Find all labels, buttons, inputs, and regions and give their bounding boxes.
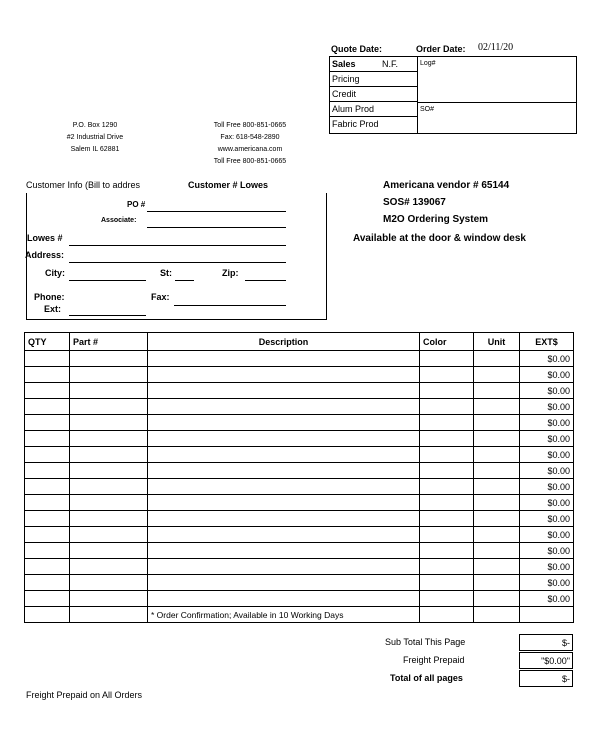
contact-line: www.americana.com bbox=[217, 146, 283, 153]
unit-cell[interactable] bbox=[474, 511, 520, 527]
col-ext: EXT$ bbox=[520, 333, 574, 351]
subtotal-label: Sub Total This Page bbox=[385, 637, 466, 647]
address-line: Salem IL 62881 bbox=[70, 146, 120, 153]
qty-cell[interactable] bbox=[25, 591, 70, 607]
unit-cell[interactable] bbox=[474, 591, 520, 607]
color-cell[interactable] bbox=[420, 543, 474, 559]
qty-cell[interactable] bbox=[25, 543, 70, 559]
ext-cell[interactable]: $0.00 bbox=[520, 415, 574, 431]
table-row bbox=[25, 431, 574, 447]
order-items-table bbox=[24, 332, 574, 623]
color-cell[interactable] bbox=[420, 559, 474, 575]
quote-row-alum-prod: Alum Prod bbox=[330, 102, 418, 117]
ext-cell[interactable]: $0.00 bbox=[520, 447, 574, 463]
unit-cell[interactable] bbox=[474, 527, 520, 543]
ext-cell[interactable]: $0.00 bbox=[520, 351, 574, 367]
ext-cell[interactable]: $0.00 bbox=[520, 383, 574, 399]
description-cell[interactable] bbox=[148, 511, 420, 527]
part-cell[interactable] bbox=[70, 351, 148, 367]
st-label: St: bbox=[160, 268, 172, 278]
address-field[interactable] bbox=[69, 262, 286, 263]
color-cell[interactable] bbox=[420, 591, 474, 607]
qty-cell[interactable] bbox=[25, 479, 70, 495]
qty-cell[interactable] bbox=[25, 447, 70, 463]
table-row bbox=[25, 415, 574, 431]
empty-cell bbox=[70, 607, 148, 623]
table-row bbox=[25, 511, 574, 527]
part-cell[interactable] bbox=[70, 527, 148, 543]
unit-cell[interactable] bbox=[474, 559, 520, 575]
part-cell[interactable] bbox=[70, 495, 148, 511]
quote-row-pricing: Pricing bbox=[330, 72, 418, 87]
table-row bbox=[25, 383, 574, 399]
po-field[interactable] bbox=[147, 211, 286, 212]
ext-cell[interactable]: $0.00 bbox=[520, 511, 574, 527]
table-row bbox=[25, 575, 574, 591]
unit-cell[interactable] bbox=[474, 495, 520, 511]
lowes-field[interactable] bbox=[69, 245, 286, 246]
company-contact bbox=[195, 120, 305, 168]
table-row bbox=[25, 527, 574, 543]
ext-cell[interactable]: $0.00 bbox=[520, 431, 574, 447]
ext-cell[interactable]: $0.00 bbox=[520, 463, 574, 479]
part-cell[interactable] bbox=[70, 399, 148, 415]
zip-label: Zip: bbox=[222, 268, 239, 278]
table-header-row bbox=[25, 333, 574, 351]
unit-cell[interactable] bbox=[474, 447, 520, 463]
table-row-note bbox=[25, 607, 574, 623]
fax-field[interactable] bbox=[174, 305, 286, 306]
unit-cell[interactable] bbox=[474, 367, 520, 383]
color-cell[interactable] bbox=[420, 431, 474, 447]
col-part: Part # bbox=[70, 333, 148, 351]
quote-date-label: Quote Date: bbox=[331, 44, 383, 54]
unit-cell[interactable] bbox=[474, 383, 520, 399]
ext-field[interactable] bbox=[69, 315, 146, 316]
customer-info-box bbox=[26, 193, 327, 320]
qty-cell[interactable] bbox=[25, 527, 70, 543]
vendor-system: M2O Ordering System bbox=[383, 214, 489, 225]
empty-cell bbox=[520, 607, 574, 623]
sales-value: N.F. bbox=[382, 59, 399, 69]
description-cell[interactable] bbox=[148, 463, 420, 479]
phone-label: Phone: bbox=[34, 292, 65, 302]
contact-line: Fax: 618-548-2890 bbox=[220, 134, 280, 141]
table-row bbox=[25, 399, 574, 415]
unit-cell[interactable] bbox=[474, 543, 520, 559]
description-cell[interactable] bbox=[148, 575, 420, 591]
ext-cell[interactable]: $0.00 bbox=[520, 479, 574, 495]
subtotal-value: $- bbox=[519, 634, 573, 651]
ext-cell[interactable]: $0.00 bbox=[520, 367, 574, 383]
qty-cell[interactable] bbox=[25, 367, 70, 383]
empty-cell bbox=[474, 607, 520, 623]
fax-label: Fax: bbox=[151, 292, 170, 302]
total-value: $- bbox=[519, 670, 573, 687]
vendor-availability: Available at the door & window desk bbox=[353, 233, 526, 244]
col-qty: QTY bbox=[25, 333, 70, 351]
ext-cell[interactable]: $0.00 bbox=[520, 575, 574, 591]
description-cell[interactable] bbox=[148, 367, 420, 383]
qty-cell[interactable] bbox=[25, 463, 70, 479]
qty-cell[interactable] bbox=[25, 495, 70, 511]
total-label: Total of all pages bbox=[390, 673, 463, 683]
description-cell[interactable] bbox=[148, 543, 420, 559]
order-date-value: 02/11/20 bbox=[478, 42, 514, 53]
sales-label: Sales bbox=[332, 59, 356, 69]
part-cell[interactable] bbox=[70, 591, 148, 607]
table-row bbox=[25, 559, 574, 575]
unit-cell[interactable] bbox=[474, 575, 520, 591]
vendor-number: Americana vendor # 65144 bbox=[383, 180, 510, 191]
qty-cell[interactable] bbox=[25, 399, 70, 415]
st-field[interactable] bbox=[175, 280, 194, 281]
part-cell[interactable] bbox=[70, 415, 148, 431]
unit-cell[interactable] bbox=[474, 351, 520, 367]
log-label: Log# bbox=[420, 60, 436, 67]
freight-label: Freight Prepaid bbox=[403, 655, 465, 665]
part-cell[interactable] bbox=[70, 543, 148, 559]
color-cell[interactable] bbox=[420, 511, 474, 527]
ext-cell[interactable]: $0.00 bbox=[520, 543, 574, 559]
description-cell[interactable] bbox=[148, 383, 420, 399]
quote-approval-box bbox=[329, 56, 577, 134]
qty-cell[interactable] bbox=[25, 415, 70, 431]
customer-number-text: Customer # Lowes bbox=[188, 180, 269, 190]
quote-log-divider bbox=[417, 102, 576, 103]
description-cell[interactable] bbox=[148, 495, 420, 511]
unit-cell[interactable] bbox=[474, 415, 520, 431]
col-description: Description bbox=[148, 333, 420, 351]
customer-info-label: Customer Info (Bill to addres bbox=[26, 180, 141, 190]
description-cell[interactable] bbox=[148, 527, 420, 543]
part-cell[interactable] bbox=[70, 383, 148, 399]
description-cell[interactable] bbox=[148, 591, 420, 607]
unit-cell[interactable] bbox=[474, 479, 520, 495]
color-cell[interactable] bbox=[420, 415, 474, 431]
city-label: City: bbox=[45, 268, 65, 278]
po-label: PO # bbox=[127, 200, 146, 209]
contact-line: Toll Free 800-851-0665 bbox=[213, 122, 287, 129]
part-cell[interactable] bbox=[70, 575, 148, 591]
freight-footer: Freight Prepaid on All Orders bbox=[26, 690, 143, 700]
description-cell[interactable] bbox=[148, 559, 420, 575]
customer-number-label bbox=[188, 180, 268, 190]
unit-cell[interactable] bbox=[474, 463, 520, 479]
color-cell[interactable] bbox=[420, 479, 474, 495]
order-date-label: Order Date: bbox=[416, 44, 466, 54]
quote-divider bbox=[417, 57, 418, 133]
freight-value: "$0.00" bbox=[519, 652, 573, 669]
table-row bbox=[25, 351, 574, 367]
part-cell[interactable] bbox=[70, 511, 148, 527]
empty-cell bbox=[420, 607, 474, 623]
color-cell[interactable] bbox=[420, 495, 474, 511]
address-line: #2 Industrial Drive bbox=[66, 134, 124, 141]
color-cell[interactable] bbox=[420, 399, 474, 415]
associate-field[interactable] bbox=[147, 227, 286, 228]
color-cell[interactable] bbox=[420, 463, 474, 479]
color-cell[interactable] bbox=[420, 447, 474, 463]
qty-cell[interactable] bbox=[25, 431, 70, 447]
part-cell[interactable] bbox=[70, 447, 148, 463]
associate-label: Associate: bbox=[101, 217, 137, 224]
color-cell[interactable] bbox=[420, 367, 474, 383]
zip-field[interactable] bbox=[245, 280, 286, 281]
color-cell[interactable] bbox=[420, 383, 474, 399]
address-line: P.O. Box 1290 bbox=[72, 122, 118, 129]
quote-row-credit: Credit bbox=[330, 87, 418, 102]
order-note: * Order Confirmation; Available in 10 Working Days bbox=[148, 607, 420, 623]
part-cell[interactable] bbox=[70, 479, 148, 495]
ext-cell[interactable]: $0.00 bbox=[520, 559, 574, 575]
part-cell[interactable] bbox=[70, 559, 148, 575]
qty-cell[interactable] bbox=[25, 351, 70, 367]
so-label: SO# bbox=[420, 106, 435, 113]
empty-cell bbox=[25, 607, 70, 623]
description-cell[interactable] bbox=[148, 447, 420, 463]
part-cell[interactable] bbox=[70, 367, 148, 383]
table-row bbox=[25, 495, 574, 511]
qty-cell[interactable] bbox=[25, 559, 70, 575]
table-row bbox=[25, 591, 574, 607]
table-row bbox=[25, 367, 574, 383]
city-field[interactable] bbox=[69, 280, 146, 281]
description-cell[interactable] bbox=[148, 399, 420, 415]
color-cell[interactable] bbox=[420, 575, 474, 591]
contact-line: Toll Free 800-851-0665 bbox=[213, 158, 287, 165]
ext-cell[interactable]: $0.00 bbox=[520, 591, 574, 607]
qty-cell[interactable] bbox=[25, 383, 70, 399]
part-cell[interactable] bbox=[70, 431, 148, 447]
quote-row-sales bbox=[330, 57, 418, 72]
col-color: Color bbox=[420, 333, 474, 351]
company-address bbox=[40, 120, 150, 156]
table-row bbox=[25, 463, 574, 479]
address-label: Address: bbox=[25, 250, 65, 260]
description-cell[interactable] bbox=[148, 431, 420, 447]
part-cell[interactable] bbox=[70, 463, 148, 479]
table-row bbox=[25, 447, 574, 463]
quote-row-fabric-prod: Fabric Prod bbox=[332, 119, 379, 129]
table-row bbox=[25, 479, 574, 495]
unit-cell[interactable] bbox=[474, 431, 520, 447]
lowes-label: Lowes # bbox=[27, 233, 63, 243]
table-row bbox=[25, 543, 574, 559]
description-cell[interactable] bbox=[148, 479, 420, 495]
color-cell[interactable] bbox=[420, 351, 474, 367]
col-unit: Unit bbox=[474, 333, 520, 351]
ext-cell[interactable]: $0.00 bbox=[520, 399, 574, 415]
ext-cell[interactable]: $0.00 bbox=[520, 495, 574, 511]
vendor-sos: SOS# 139067 bbox=[383, 197, 446, 208]
description-cell[interactable] bbox=[148, 415, 420, 431]
description-cell[interactable] bbox=[148, 351, 420, 367]
qty-cell[interactable] bbox=[25, 575, 70, 591]
unit-cell[interactable] bbox=[474, 399, 520, 415]
ext-cell[interactable]: $0.00 bbox=[520, 527, 574, 543]
color-cell[interactable] bbox=[420, 527, 474, 543]
ext-label: Ext: bbox=[44, 304, 62, 314]
qty-cell[interactable] bbox=[25, 511, 70, 527]
